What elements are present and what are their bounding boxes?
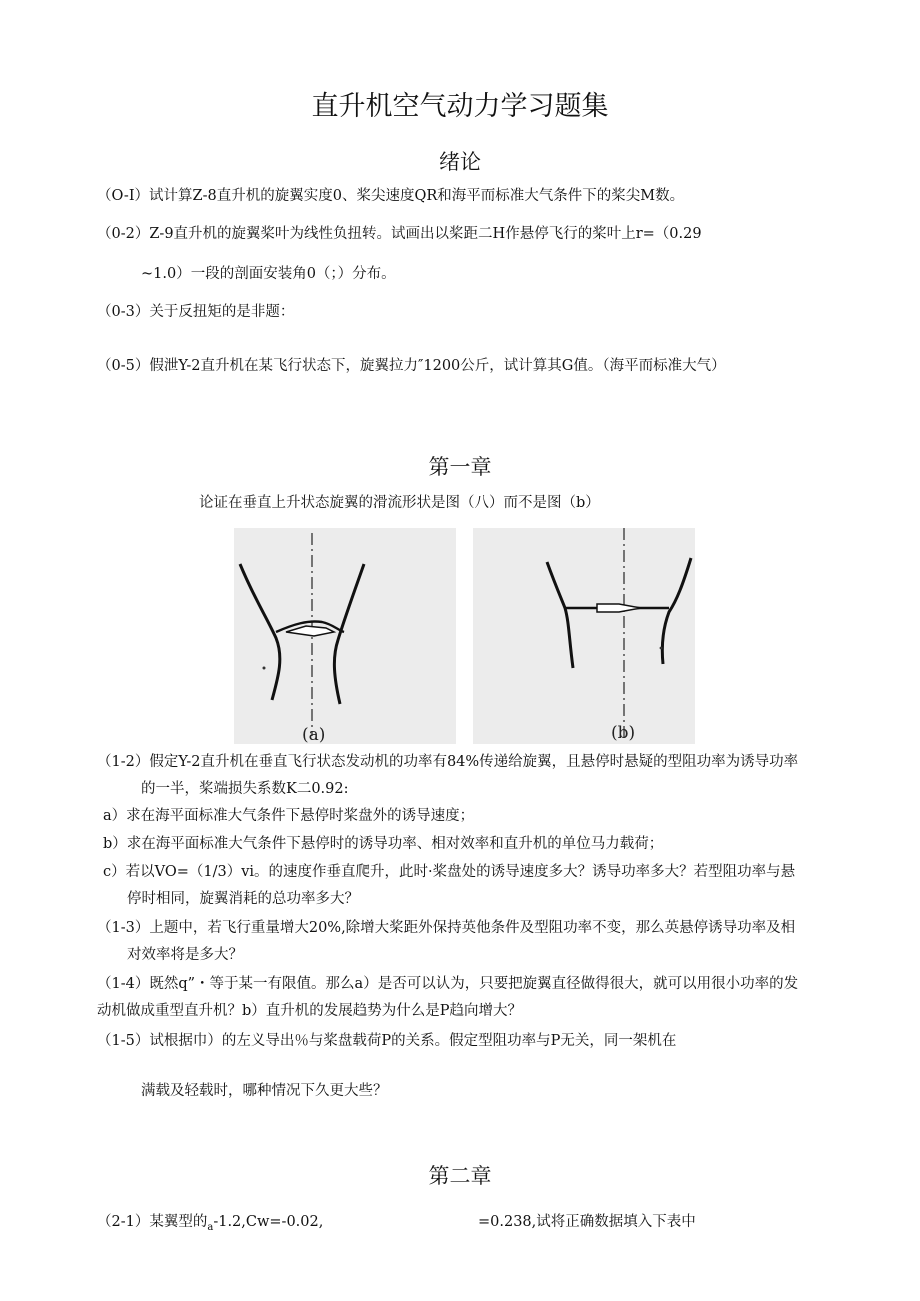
page-title: 直升机空气动力学习题集 — [311, 91, 609, 122]
question-0-1: （O-I）试计算Z-8直升机的旋翼实度0、桨尖速度QR和海平而标准大气条件下的桨尖M数。 — [97, 188, 685, 204]
section-heading-ch1: 第一章 — [428, 455, 492, 479]
question-1-2-b: b）求在海平面标准大气条件下悬停时的诱导功率、相对效率和直升机的单位马力载荷； — [103, 836, 664, 852]
section-heading-intro: 绪论 — [439, 150, 481, 174]
question-2-1-right: =0.238,试将正确数据填入下表中 — [478, 1214, 696, 1230]
section-heading-ch2: 第二章 — [428, 1164, 492, 1188]
question-2-1 — [97, 1212, 323, 1238]
question-0-2: （0-2）Z-9直升机的旋翼桨叶为线性负扭转。试画出以桨距二H作悬停飞行的桨叶上r=（0.29 — [97, 226, 702, 242]
question-1-2-cont: 的一半，桨端损失系数K二0.92: — [141, 781, 349, 797]
question-1-4-cont: 动机做成重型直升机？b）直升机的发展趋势为什么是P趋向增大？ — [97, 1003, 523, 1019]
question-2-1-subscript: a — [207, 1221, 214, 1233]
figure-b — [473, 528, 695, 744]
question-1-5-cont: 满载及轻载时，哪种情况下久更大些？ — [141, 1083, 388, 1099]
question-1-3-cont: 对效率将是多大？ — [127, 947, 243, 963]
question-1-3: （1-3）上题中，若飞行重量增大20%,除增大桨距外保持英他条件及型阻功率不变，那么英悬停诱导功率及相 — [97, 920, 796, 936]
figure-b-label: (b) — [611, 723, 636, 743]
question-1-2-c-cont: 停时相同，旋翼消耗的总功率多大？ — [127, 891, 359, 907]
question-0-3: （0-3）关于反扭矩的是非题： — [97, 304, 295, 320]
question-1-2: （1-2）假定Y-2直升机在垂直飞行状态发动机的功率有84%传递给旋翼，且悬停时悬疑的型阻功率为诱导功率 — [97, 754, 799, 770]
question-1-2-a: a）求在海平面标准大气条件下悬停时桨盘外的诱导速度； — [103, 808, 475, 824]
question-0-2-cont: ~1.0）一段的剖面安装角0（；）分布。 — [141, 266, 396, 282]
question-0-5: （0-5）假泄Y-2直升机在某飞行状态下，旋翼拉力″1200公斤，试计算其G值。（海平而标准大气） — [97, 358, 726, 374]
question-1-4: （1-4）既然q”・等于某一有限值。那么a）是否可以认为，只要把旋翼直径做得很大，就可以用很小功率的发 — [97, 976, 799, 992]
figure-a-label: (a) — [302, 725, 326, 744]
figure-a — [234, 528, 456, 744]
question-1-1: 论证在垂直上升状态旋翼的滑流形状是图（八）而不是图（b） — [199, 495, 600, 511]
question-2-1-values: -1.2,Cw=-0.02, — [213, 1214, 324, 1230]
question-2-1-prefix: （2-1）某翼型的 — [97, 1214, 208, 1230]
question-1-5: （1-5）试根据巾）的左义导出％与桨盘载荷P的关系。假定型阻功率与P无关，同一架机在 — [97, 1033, 677, 1049]
question-1-2-c: c）若以VO=（1/3）vi。的速度作垂直爬升，此时·桨盘处的诱导速度多大？诱导功率多大？若型阻功率与悬 — [103, 864, 796, 880]
